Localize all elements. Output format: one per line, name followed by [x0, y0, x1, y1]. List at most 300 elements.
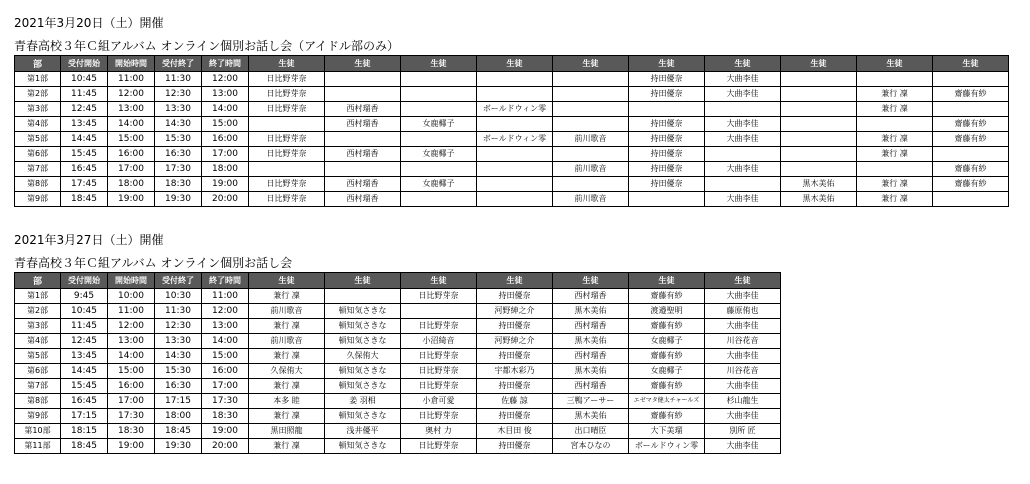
time-cell: 19:30 — [155, 192, 202, 207]
student-cell: 西村瑠香 — [325, 177, 401, 192]
student-cell — [325, 72, 401, 87]
student-cell: 兼行 凜 — [249, 409, 325, 424]
table-row — [15, 177, 1009, 192]
student-cell: 日比野芽奈 — [249, 102, 325, 117]
student-cell: 日比野芽奈 — [249, 192, 325, 207]
student-cell — [553, 147, 629, 162]
student-cell: 藤原侑也 — [705, 304, 781, 319]
student-cell — [325, 132, 401, 147]
student-cell: 前川歌音 — [553, 162, 629, 177]
part-cell: 第7部 — [15, 379, 61, 394]
student-cell: 頓知気さきな — [325, 304, 401, 319]
part-cell: 第4部 — [15, 334, 61, 349]
table-row — [15, 364, 781, 379]
student-cell: 兼行 凜 — [857, 192, 933, 207]
time-cell: 15:45 — [61, 379, 108, 394]
table-row — [15, 192, 1009, 207]
student-cell — [781, 102, 857, 117]
student-cell: 兼行 凜 — [249, 439, 325, 454]
student-cell: 佐藤 諒 — [477, 394, 553, 409]
time-cell: 18:45 — [61, 439, 108, 454]
time-cell: 19:00 — [108, 439, 155, 454]
student-cell: 西村瑠香 — [325, 102, 401, 117]
time-cell: 15:30 — [155, 132, 202, 147]
event-section-2 — [14, 231, 781, 454]
time-cell: 14:30 — [155, 349, 202, 364]
time-cell: 10:30 — [155, 289, 202, 304]
part-cell: 第1部 — [15, 72, 61, 87]
student-cell — [933, 147, 1009, 162]
student-cell: 日比野芽奈 — [401, 409, 477, 424]
student-cell: 齋藤有紗 — [933, 132, 1009, 147]
student-cell — [857, 162, 933, 177]
student-cell: 持田優奈 — [629, 117, 705, 132]
student-cell: 西村瑠香 — [553, 379, 629, 394]
schedule-table — [14, 55, 1009, 207]
student-cell: 前川歌音 — [553, 192, 629, 207]
time-cell: 17:45 — [61, 177, 108, 192]
time-cell: 16:00 — [202, 364, 249, 379]
header-time: 開始時間 — [108, 273, 155, 289]
student-cell: 西村瑠香 — [325, 147, 401, 162]
student-cell — [781, 117, 857, 132]
student-cell: 持田優奈 — [629, 177, 705, 192]
student-cell: 齋藤有紗 — [933, 117, 1009, 132]
table-row — [15, 394, 781, 409]
student-cell — [401, 304, 477, 319]
student-cell: 杉山龍生 — [705, 394, 781, 409]
student-cell — [857, 72, 933, 87]
student-cell: 齋藤有紗 — [933, 162, 1009, 177]
table-row — [15, 162, 1009, 177]
student-cell: 渡邉聖明 — [629, 304, 705, 319]
student-cell: ボールドウィン零 — [477, 132, 553, 147]
time-cell: 17:00 — [108, 394, 155, 409]
student-cell: 頓知気さきな — [325, 439, 401, 454]
student-cell: 大曲李佳 — [705, 87, 781, 102]
table-row — [15, 379, 781, 394]
student-cell: 兼行 凜 — [857, 177, 933, 192]
student-cell: 日比野芽奈 — [401, 349, 477, 364]
time-cell: 13:00 — [202, 87, 249, 102]
time-cell: 9:45 — [61, 289, 108, 304]
student-cell: 持田優奈 — [477, 319, 553, 334]
time-cell: 15:00 — [108, 364, 155, 379]
student-cell: 小倉可愛 — [401, 394, 477, 409]
student-cell: 齋藤有紗 — [629, 379, 705, 394]
time-cell: 18:45 — [61, 192, 108, 207]
student-cell: 女鹿椰子 — [629, 334, 705, 349]
header-student: 生徒 — [781, 56, 857, 72]
time-cell: 17:00 — [202, 379, 249, 394]
student-cell: 齋藤有紗 — [933, 177, 1009, 192]
student-cell — [629, 102, 705, 117]
student-cell: 黒木美佑 — [553, 409, 629, 424]
student-cell: 大曲李佳 — [705, 192, 781, 207]
time-cell: 12:45 — [61, 102, 108, 117]
student-cell: 持田優奈 — [629, 132, 705, 147]
student-cell: 日比野芽奈 — [401, 364, 477, 379]
student-cell: 黒田照龍 — [249, 424, 325, 439]
student-cell — [629, 192, 705, 207]
student-cell: 大曲李佳 — [705, 117, 781, 132]
time-cell: 13:00 — [108, 102, 155, 117]
student-cell: 持田優奈 — [477, 409, 553, 424]
student-cell — [705, 177, 781, 192]
time-cell: 15:00 — [202, 349, 249, 364]
student-cell: 兼行 凜 — [857, 102, 933, 117]
student-cell: ボールドウィン零 — [629, 439, 705, 454]
time-cell: 12:00 — [108, 319, 155, 334]
student-cell: 兼行 凜 — [249, 379, 325, 394]
student-cell: 浅井優平 — [325, 424, 401, 439]
time-cell: 12:00 — [108, 87, 155, 102]
part-cell: 第2部 — [15, 304, 61, 319]
student-cell: 木目田 俊 — [477, 424, 553, 439]
time-cell: 11:30 — [155, 72, 202, 87]
student-cell: 日比野芽奈 — [401, 289, 477, 304]
time-cell: 15:45 — [61, 147, 108, 162]
student-cell — [477, 147, 553, 162]
student-cell: 黒木美佑 — [553, 304, 629, 319]
time-cell: 13:30 — [155, 102, 202, 117]
time-cell: 16:30 — [155, 379, 202, 394]
header-row — [15, 273, 781, 289]
student-cell — [553, 87, 629, 102]
student-cell: 持田優奈 — [629, 72, 705, 87]
time-cell: 19:00 — [202, 177, 249, 192]
time-cell: 20:00 — [202, 439, 249, 454]
part-cell: 第3部 — [15, 319, 61, 334]
header-time: 受付開始 — [61, 56, 108, 72]
time-cell: 13:30 — [155, 334, 202, 349]
time-cell: 11:30 — [155, 304, 202, 319]
time-cell: 18:30 — [155, 177, 202, 192]
header-student: 生徒 — [325, 273, 401, 289]
student-cell — [477, 162, 553, 177]
header-student: 生徒 — [401, 273, 477, 289]
student-cell: 大曲李佳 — [705, 379, 781, 394]
header-student: 生徒 — [249, 273, 325, 289]
table-row — [15, 319, 781, 334]
time-cell: 11:45 — [61, 87, 108, 102]
table-row — [15, 439, 781, 454]
time-cell: 13:45 — [61, 349, 108, 364]
header-student: 生徒 — [857, 56, 933, 72]
student-cell: 齋藤有紗 — [629, 409, 705, 424]
student-cell: 大曲李佳 — [705, 162, 781, 177]
time-cell: 20:00 — [202, 192, 249, 207]
header-time: 終了時間 — [202, 273, 249, 289]
student-cell: 持田優奈 — [477, 289, 553, 304]
student-cell: 大曲李佳 — [705, 349, 781, 364]
student-cell — [249, 117, 325, 132]
student-cell — [401, 162, 477, 177]
student-cell — [325, 289, 401, 304]
time-cell: 11:00 — [108, 72, 155, 87]
student-cell — [249, 162, 325, 177]
time-cell: 15:00 — [108, 132, 155, 147]
time-cell: 14:00 — [108, 349, 155, 364]
table-row — [15, 304, 781, 319]
part-cell: 第7部 — [15, 162, 61, 177]
student-cell: 黒木美佑 — [781, 192, 857, 207]
table-row — [15, 409, 781, 424]
student-cell — [401, 192, 477, 207]
student-cell — [933, 72, 1009, 87]
header-student: 生徒 — [629, 56, 705, 72]
time-cell: 17:30 — [155, 162, 202, 177]
student-cell: 西村瑠香 — [553, 349, 629, 364]
event-section-1 — [14, 14, 1009, 207]
part-cell: 第4部 — [15, 117, 61, 132]
schedule-table — [14, 272, 781, 454]
time-cell: 17:15 — [61, 409, 108, 424]
time-cell: 14:00 — [202, 102, 249, 117]
time-cell: 11:00 — [108, 304, 155, 319]
student-cell: 日比野芽奈 — [401, 379, 477, 394]
student-cell: 西村瑠香 — [553, 319, 629, 334]
student-cell: 齋藤有紗 — [629, 349, 705, 364]
student-cell — [781, 132, 857, 147]
event-date: 2021年3月27日（土）開催 — [14, 233, 164, 247]
student-cell: 西村瑠香 — [553, 289, 629, 304]
student-cell: 黒木美佑 — [553, 364, 629, 379]
student-cell — [553, 72, 629, 87]
time-cell: 12:30 — [155, 87, 202, 102]
student-cell: ボールドウィン零 — [477, 102, 553, 117]
student-cell — [781, 87, 857, 102]
student-cell: 日比野芽奈 — [249, 147, 325, 162]
student-cell — [325, 162, 401, 177]
student-cell — [401, 87, 477, 102]
student-cell: 川谷花音 — [705, 364, 781, 379]
time-cell: 12:30 — [155, 319, 202, 334]
time-cell: 13:00 — [108, 334, 155, 349]
student-cell: エゼマタ健太チャールズ — [629, 394, 705, 409]
time-cell: 12:00 — [202, 72, 249, 87]
student-cell: 日比野芽奈 — [249, 72, 325, 87]
part-cell: 第8部 — [15, 177, 61, 192]
student-cell: 河野紳之介 — [477, 334, 553, 349]
student-cell — [477, 117, 553, 132]
student-cell: 前川歌音 — [249, 304, 325, 319]
time-cell: 18:00 — [155, 409, 202, 424]
time-cell: 12:00 — [202, 304, 249, 319]
student-cell — [401, 102, 477, 117]
part-cell: 第8部 — [15, 394, 61, 409]
part-cell: 第9部 — [15, 409, 61, 424]
time-cell: 17:15 — [155, 394, 202, 409]
student-cell: 女鹿椰子 — [401, 117, 477, 132]
student-cell: 持田優奈 — [629, 87, 705, 102]
student-cell: 川谷花音 — [705, 334, 781, 349]
header-time: 受付終了 — [155, 273, 202, 289]
student-cell — [857, 117, 933, 132]
time-cell: 14:45 — [61, 132, 108, 147]
student-cell: 兼行 凜 — [857, 87, 933, 102]
table-row — [15, 424, 781, 439]
table-row — [15, 117, 1009, 132]
table-row — [15, 349, 781, 364]
part-cell: 第11部 — [15, 439, 61, 454]
time-cell: 17:00 — [108, 162, 155, 177]
student-cell: 大曲李佳 — [705, 319, 781, 334]
time-cell: 16:00 — [108, 379, 155, 394]
time-cell: 11:45 — [61, 319, 108, 334]
student-cell: 兼行 凜 — [249, 349, 325, 364]
student-cell: 大曲李佳 — [705, 132, 781, 147]
student-cell: 大下美瑠 — [629, 424, 705, 439]
header-time: 受付終了 — [155, 56, 202, 72]
student-cell: 日比野芽奈 — [249, 132, 325, 147]
table-row — [15, 102, 1009, 117]
header-student: 生徒 — [629, 273, 705, 289]
header-student: 生徒 — [933, 56, 1009, 72]
time-cell: 18:00 — [202, 162, 249, 177]
part-cell: 第5部 — [15, 349, 61, 364]
student-cell: 久保侑大 — [249, 364, 325, 379]
student-cell: 小沼綺音 — [401, 334, 477, 349]
time-cell: 12:45 — [61, 334, 108, 349]
student-cell: 兼行 凜 — [249, 319, 325, 334]
student-cell — [705, 102, 781, 117]
time-cell: 18:45 — [155, 424, 202, 439]
header-student: 生徒 — [477, 273, 553, 289]
time-cell: 15:00 — [202, 117, 249, 132]
student-cell: 大曲李佳 — [705, 409, 781, 424]
header-student: 生徒 — [705, 56, 781, 72]
student-cell — [401, 132, 477, 147]
student-cell: 女鹿椰子 — [401, 147, 477, 162]
student-cell: 大曲李佳 — [705, 289, 781, 304]
time-cell: 14:00 — [202, 334, 249, 349]
header-time: 開始時間 — [108, 56, 155, 72]
header-row — [15, 56, 1009, 72]
student-cell: 大曲李佳 — [705, 72, 781, 87]
time-cell: 19:00 — [108, 192, 155, 207]
student-cell: 三鴨アーサー — [553, 394, 629, 409]
student-cell: 前川歌音 — [553, 132, 629, 147]
student-cell: 頓知気さきな — [325, 319, 401, 334]
student-cell — [553, 177, 629, 192]
time-cell: 15:30 — [155, 364, 202, 379]
time-cell: 10:45 — [61, 304, 108, 319]
header-time: 受付開始 — [61, 273, 108, 289]
student-cell: 本多 睦 — [249, 394, 325, 409]
time-cell: 11:00 — [202, 289, 249, 304]
student-cell: 久保侑大 — [325, 349, 401, 364]
student-cell: 兼行 凜 — [857, 132, 933, 147]
time-cell: 10:00 — [108, 289, 155, 304]
student-cell: 宮本ひなの — [553, 439, 629, 454]
time-cell: 18:15 — [61, 424, 108, 439]
student-cell — [933, 192, 1009, 207]
student-cell: 兼行 凜 — [857, 147, 933, 162]
time-cell: 13:00 — [202, 319, 249, 334]
header-student: 生徒 — [553, 273, 629, 289]
student-cell — [477, 87, 553, 102]
time-cell: 17:30 — [202, 394, 249, 409]
student-cell: 奥村 力 — [401, 424, 477, 439]
student-cell: 頓知気さきな — [325, 409, 401, 424]
header-part: 部 — [15, 56, 61, 72]
time-cell: 17:30 — [108, 409, 155, 424]
student-cell: 女鹿椰子 — [401, 177, 477, 192]
student-cell: 持田優奈 — [477, 349, 553, 364]
student-cell: 頓知気さきな — [325, 364, 401, 379]
student-cell: 持田優奈 — [477, 379, 553, 394]
student-cell: 日比野芽奈 — [401, 439, 477, 454]
time-cell: 18:00 — [108, 177, 155, 192]
student-cell: 齋藤有紗 — [629, 289, 705, 304]
part-cell: 第1部 — [15, 289, 61, 304]
time-cell: 14:45 — [61, 364, 108, 379]
student-cell: 持田優奈 — [477, 439, 553, 454]
table-row — [15, 132, 1009, 147]
student-cell: 河野紳之介 — [477, 304, 553, 319]
header-student: 生徒 — [705, 273, 781, 289]
header-student: 生徒 — [249, 56, 325, 72]
time-cell: 10:45 — [61, 72, 108, 87]
table-row — [15, 147, 1009, 162]
time-cell: 14:00 — [108, 117, 155, 132]
student-cell — [705, 147, 781, 162]
student-cell — [781, 162, 857, 177]
student-cell — [477, 177, 553, 192]
student-cell: 別所 匠 — [705, 424, 781, 439]
student-cell — [325, 87, 401, 102]
header-student: 生徒 — [553, 56, 629, 72]
time-cell: 16:30 — [155, 147, 202, 162]
student-cell — [553, 102, 629, 117]
table-row — [15, 289, 781, 304]
part-cell: 第2部 — [15, 87, 61, 102]
time-cell: 16:45 — [61, 162, 108, 177]
student-cell — [781, 147, 857, 162]
header-student: 生徒 — [401, 56, 477, 72]
student-cell: 西村瑠香 — [325, 117, 401, 132]
student-cell: 頓知気さきな — [325, 379, 401, 394]
student-cell: 黒木美佑 — [781, 177, 857, 192]
table-row — [15, 87, 1009, 102]
time-cell: 18:30 — [202, 409, 249, 424]
student-cell: 持田優奈 — [629, 147, 705, 162]
student-cell — [477, 72, 553, 87]
part-cell: 第6部 — [15, 364, 61, 379]
student-cell: 宇都木彩乃 — [477, 364, 553, 379]
time-cell: 13:45 — [61, 117, 108, 132]
student-cell: 持田優奈 — [629, 162, 705, 177]
time-cell: 17:00 — [202, 147, 249, 162]
event-title: 青春高校３年Ｃ組アルバム オンライン個別お話し会（アイドル部のみ） — [14, 39, 400, 53]
header-part: 部 — [15, 273, 61, 289]
header-student: 生徒 — [325, 56, 401, 72]
student-cell — [477, 192, 553, 207]
student-cell — [933, 102, 1009, 117]
time-cell: 14:30 — [155, 117, 202, 132]
student-cell: 黒木美佑 — [553, 334, 629, 349]
student-cell — [553, 117, 629, 132]
student-cell: 日比野芽奈 — [249, 177, 325, 192]
student-cell: 兼行 凜 — [249, 289, 325, 304]
student-cell: 出口晴臣 — [553, 424, 629, 439]
time-cell: 16:00 — [108, 147, 155, 162]
time-cell: 19:30 — [155, 439, 202, 454]
header-student: 生徒 — [477, 56, 553, 72]
student-cell — [781, 72, 857, 87]
table-row — [15, 72, 1009, 87]
